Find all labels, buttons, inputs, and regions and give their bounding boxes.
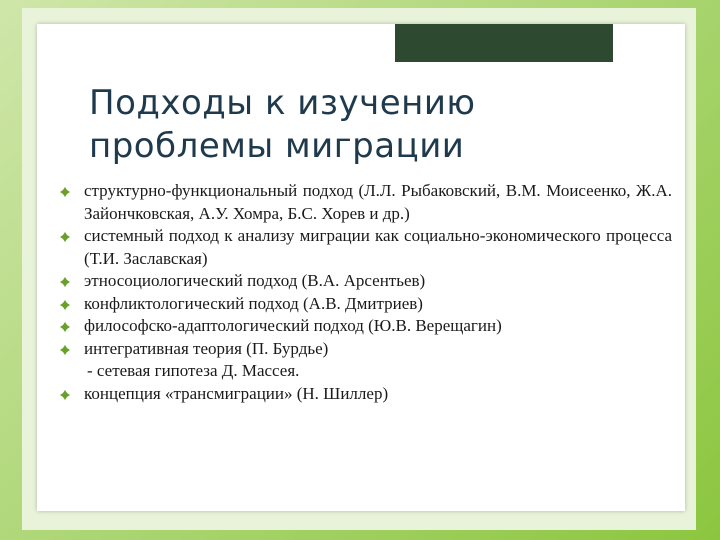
list-item-text: философско-адаптологический подход (Ю.В. Верещагин): [84, 316, 502, 335]
slide-top-accent-bar: [395, 24, 613, 62]
list-item-text: - сетевая гипотеза Д. Массея.: [87, 361, 300, 380]
approaches-list: [60, 180, 672, 405]
list-item-text: интегративная теория (П. Бурдье): [84, 338, 329, 358]
list-item: [60, 383, 672, 406]
list-item: [60, 315, 672, 338]
list-item-text: этносоциологический подход (В.А. Арсентьев): [84, 271, 426, 290]
diamond-bullet-icon: [60, 232, 70, 242]
list-item: [60, 225, 672, 270]
list-item-text: системный подход к анализу миграции как социально-экономического процесса (Т.И. Заславская): [84, 226, 672, 268]
diamond-bullet-icon: [60, 300, 70, 310]
list-item-text: концепция «трансмиграции» (Н. Шиллер): [84, 383, 389, 403]
diamond-bullet-icon: [60, 187, 70, 197]
list-item-text: конфликтологический подход (А.В. Дмитриев): [84, 293, 423, 313]
diamond-bullet-icon: [60, 322, 70, 332]
list-item-text: структурно-функциональный подход (Л.Л. Рыбаковский, В.М. Моисеенко, Ж.А. Зайончковская, А.У. Хомра, Б.С. Хорев и др.): [84, 181, 672, 223]
list-item: [60, 293, 672, 316]
diamond-bullet-icon: [60, 277, 70, 287]
list-item: [60, 180, 672, 225]
list-item-sub: [60, 360, 672, 383]
slide-title-line-1: Подходы к изучению: [89, 83, 476, 123]
diamond-bullet-icon: [60, 390, 70, 400]
slide-title-line-2: проблемы миграции: [89, 126, 465, 166]
diamond-bullet-icon: [60, 345, 70, 355]
list-item: [60, 338, 672, 361]
slide-title: [89, 82, 649, 168]
list-item: [60, 270, 672, 293]
